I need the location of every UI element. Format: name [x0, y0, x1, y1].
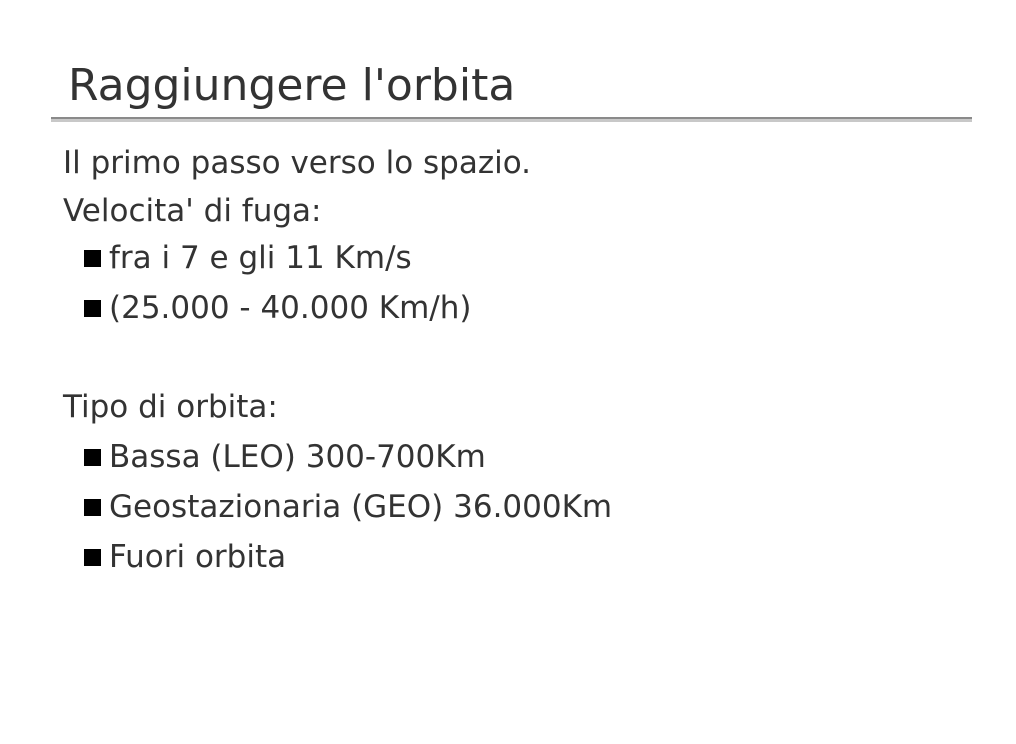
orbit-types-heading: Tipo di orbita: — [63, 389, 278, 425]
title-divider — [51, 117, 972, 122]
list-item-text: (25.000 - 40.000 Km/h) — [109, 290, 472, 326]
square-bullet-icon — [84, 250, 101, 267]
slide-title: Raggiungere l'orbita — [68, 60, 516, 111]
square-bullet-icon — [84, 449, 101, 466]
escape-velocity-heading: Velocita' di fuga: — [63, 193, 322, 229]
list-item-text: fra i 7 e gli 11 Km/s — [109, 240, 412, 276]
square-bullet-icon — [84, 499, 101, 516]
intro-text: Il primo passo verso lo spazio. — [63, 145, 532, 181]
square-bullet-icon — [84, 549, 101, 566]
list-item-text: Geostazionaria (GEO) 36.000Km — [109, 489, 613, 525]
list-item-text: Fuori orbita — [109, 539, 287, 575]
square-bullet-icon — [84, 300, 101, 317]
list-item-text: Bassa (LEO) 300-700Km — [109, 439, 486, 475]
